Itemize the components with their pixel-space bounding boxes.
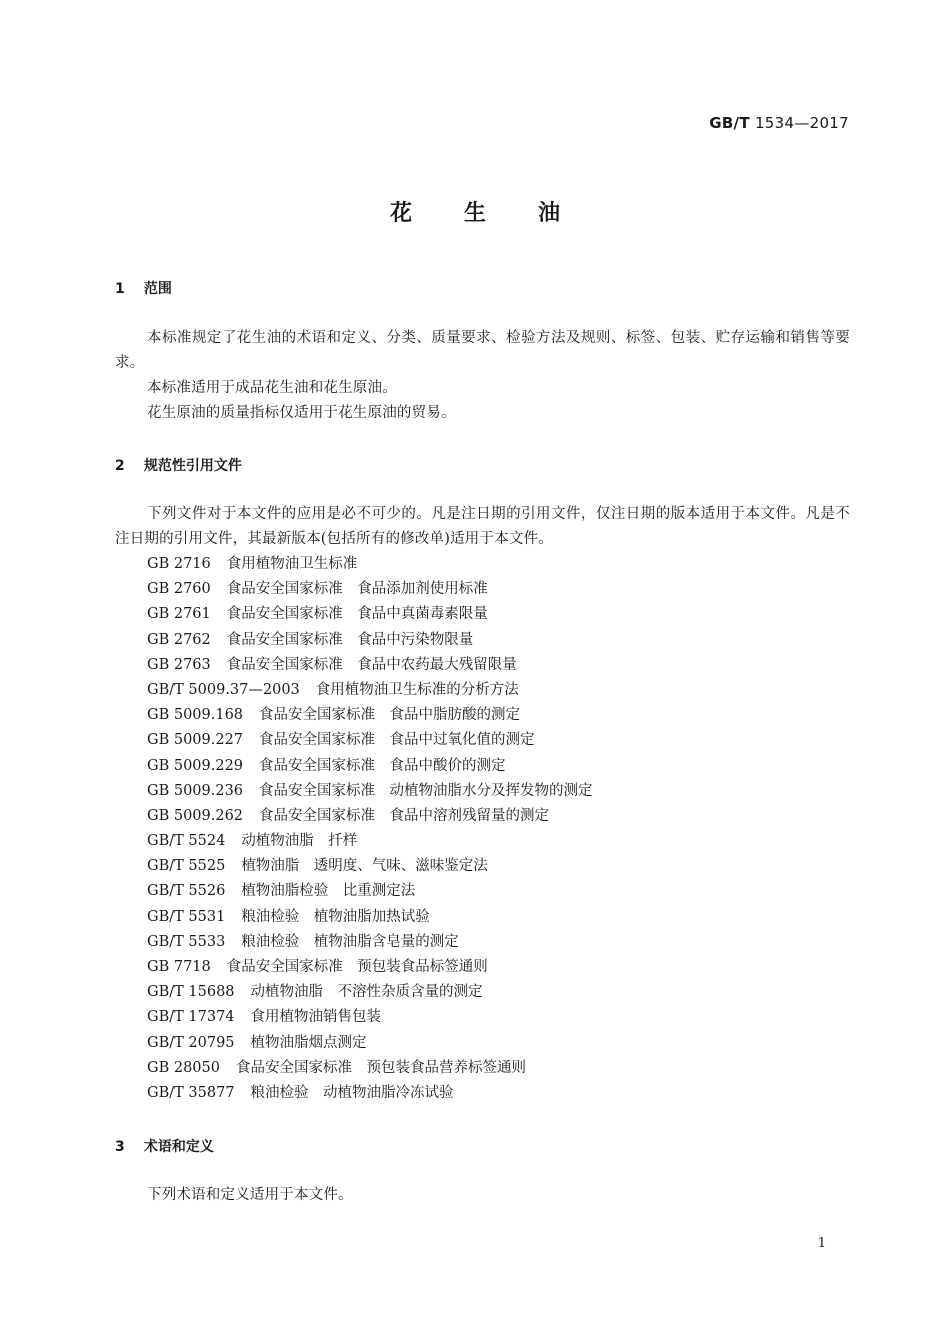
section-title: 范围 — [143, 281, 172, 297]
reference-code: GB/T 5009.37—2003 — [147, 681, 300, 698]
reference-code: GB 2762 — [147, 631, 211, 648]
reference-title: 粮油检验 动植物油脂冷冻试验 — [250, 1084, 454, 1101]
reference-item — [147, 678, 593, 703]
reference-item — [147, 703, 593, 728]
reference-code: GB/T 5524 — [147, 833, 226, 850]
reference-code: GB/T 5526 — [147, 883, 226, 900]
reference-code: GB/T 20795 — [147, 1034, 235, 1051]
reference-code: GB 5009.236 — [147, 782, 244, 799]
reference-title: 食品安全国家标准 预包装食品营养标签通则 — [235, 1059, 526, 1076]
reference-title: 食用植物油卫生标准 — [226, 556, 358, 572]
reference-code: GB 5009.262 — [147, 807, 244, 824]
reference-code: GB 2760 — [147, 581, 211, 598]
standard-prefix: GB/T — [709, 114, 750, 132]
reference-title: 粮油检验 植物油脂加热试验 — [241, 908, 430, 925]
reference-title: 动植物油脂 不溶性杂质含量的测定 — [250, 984, 483, 1001]
section-heading-normative-references — [115, 455, 242, 475]
reference-code: GB 5009.227 — [147, 732, 244, 749]
reference-title: 食品安全国家标准 食品添加剂使用标准 — [226, 581, 488, 598]
reference-code: GB/T 5531 — [147, 908, 226, 925]
scope-paragraph-2: 本标准适用于成品花生油和花生原油。 — [147, 380, 397, 396]
reference-item — [147, 653, 593, 678]
section-number: 2 — [115, 458, 125, 474]
reference-item — [147, 728, 593, 753]
reference-title: 食品安全国家标准 动植物油脂水分及挥发物的测定 — [259, 782, 593, 799]
reference-code: GB 2763 — [147, 656, 211, 673]
reference-code: GB/T 5525 — [147, 858, 226, 875]
reference-item — [147, 905, 593, 930]
reference-item — [147, 1081, 593, 1106]
reference-item — [147, 577, 593, 602]
reference-item — [147, 879, 593, 904]
reference-title: 粮油检验 植物油脂含皂量的测定 — [241, 933, 459, 950]
reference-item — [147, 854, 593, 879]
reference-item — [147, 1031, 593, 1056]
reference-item — [147, 955, 593, 980]
reference-item — [147, 829, 593, 854]
reference-item — [147, 1056, 593, 1081]
reference-item — [147, 930, 593, 955]
reference-title: 食品安全国家标准 预包装食品标签通则 — [226, 959, 488, 975]
reference-item — [147, 804, 593, 829]
reference-title: 植物油脂 透明度、气味、滋味鉴定法 — [241, 858, 488, 875]
reference-code: GB 2716 — [147, 556, 211, 572]
reference-item — [147, 602, 593, 627]
reference-title: 动植物油脂 扦样 — [241, 833, 358, 850]
reference-item — [147, 552, 593, 577]
reference-item — [147, 628, 593, 653]
terms-intro: 下列术语和定义适用于本文件。 — [147, 1187, 353, 1203]
reference-title: 食品安全国家标准 食品中溶剂残留量的测定 — [259, 807, 550, 824]
reference-title: 食品安全国家标准 食品中真菌毒素限量 — [226, 606, 488, 623]
reference-code: GB 5009.168 — [147, 707, 244, 724]
reference-item — [147, 779, 593, 804]
reference-title: 植物油脂检验 比重测定法 — [241, 883, 416, 900]
reference-title: 植物油脂烟点测定 — [250, 1034, 367, 1051]
reference-title: 食用植物油卫生标准的分析方法 — [315, 681, 519, 698]
section-number: 3 — [115, 1139, 125, 1155]
reference-code: GB 2761 — [147, 606, 211, 623]
reference-list — [147, 552, 593, 1106]
section-heading-scope — [115, 278, 172, 298]
standard-number — [709, 114, 849, 132]
section-title: 规范性引用文件 — [143, 458, 242, 474]
section-title: 术语和定义 — [143, 1139, 214, 1155]
scope-paragraph-1: 本标准规定了花生油的术语和定义、分类、质量要求、检验方法及规则、标签、包装、贮存运输和销售等要求。 — [115, 330, 850, 371]
reference-code: GB/T 5533 — [147, 933, 226, 950]
page-number: 1 — [817, 1236, 826, 1251]
reference-item — [147, 1005, 593, 1030]
document-title: 花生油 — [389, 201, 612, 226]
section-heading-terms — [115, 1136, 214, 1156]
scope-paragraph-3: 花生原油的质量指标仅适用于花生原油的贸易。 — [147, 405, 456, 421]
reference-code: GB 5009.229 — [147, 757, 244, 774]
reference-code: GB/T 35877 — [147, 1084, 235, 1101]
reference-title: 食品安全国家标准 食品中脂肪酸的测定 — [259, 707, 521, 724]
reference-code: GB/T 15688 — [147, 984, 235, 1001]
reference-item — [147, 980, 593, 1005]
normative-intro: 下列文件对于本文件的应用是必不可少的。凡是注日期的引用文件，仅注日期的版本适用于本文件。凡是不注日期的引用文件，其最新版本(包括所有的修改单)适用于本文件。 — [115, 506, 850, 547]
reference-code: GB 7718 — [147, 959, 211, 975]
reference-title: 食品安全国家标准 食品中过氧化值的测定 — [259, 732, 535, 749]
reference-item — [147, 754, 593, 779]
standard-code: 1534—2017 — [754, 114, 849, 132]
section-number: 1 — [115, 281, 125, 297]
reference-code: GB/T 17374 — [147, 1009, 235, 1026]
reference-title: 食品安全国家标准 食品中农药最大残留限量 — [226, 656, 517, 673]
reference-title: 食品安全国家标准 食品中污染物限量 — [226, 631, 474, 648]
reference-title: 食品安全国家标准 食品中酸价的测定 — [259, 757, 506, 774]
reference-code: GB 28050 — [147, 1059, 220, 1076]
reference-title: 食用植物油销售包装 — [250, 1009, 382, 1026]
